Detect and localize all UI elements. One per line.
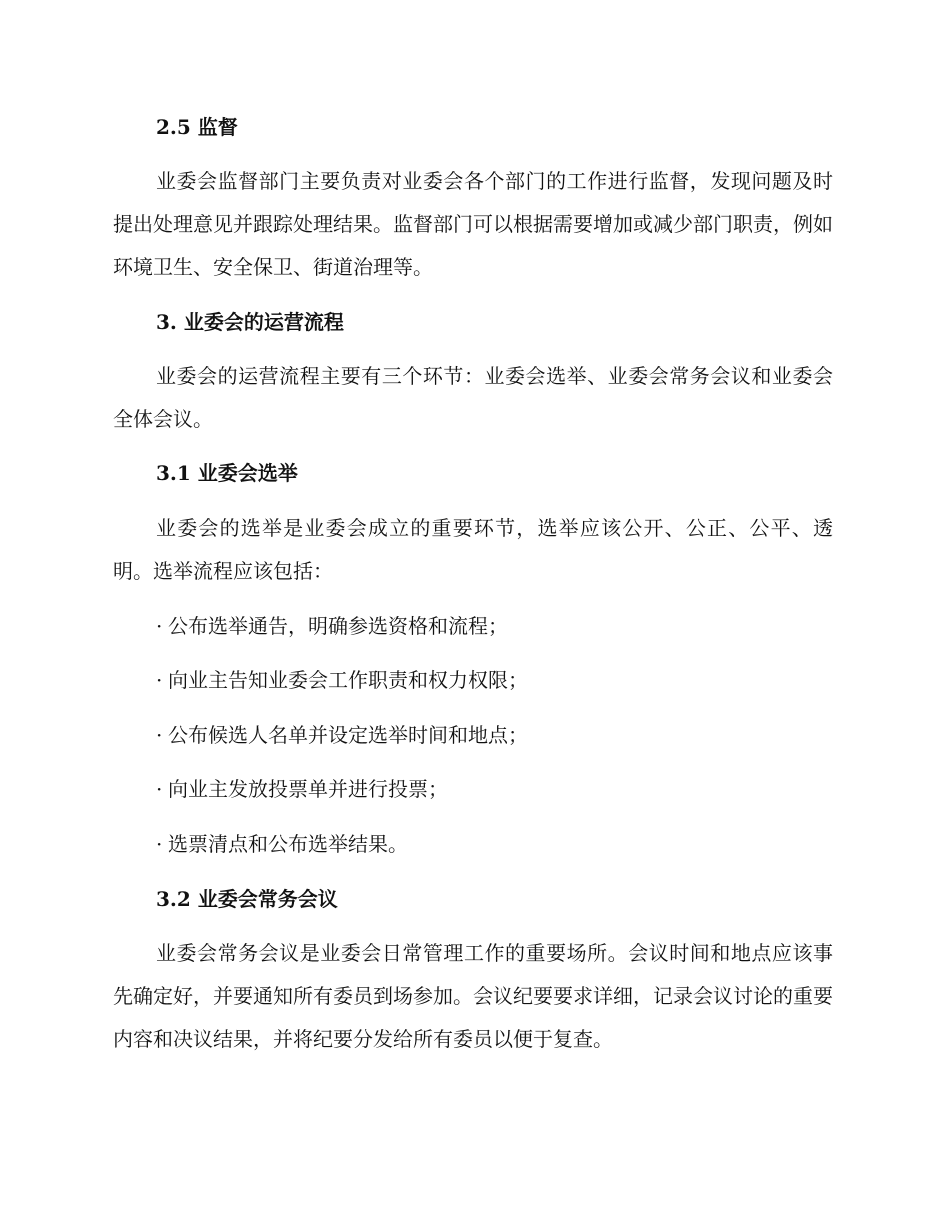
bullet-dot: · <box>156 614 163 638</box>
bullet-text: 选票清点和公布选举结果。 <box>168 832 408 856</box>
section-heading-2-5: 2.5 监督 <box>156 115 238 139</box>
section-paragraph-2-5: 业委会监督部门主要负责对业委会各个部门的工作进行监督，发现问题及时提出处理意见并跟踪处理结果。监督部门可以根据需要增加或减少部门职责，例如环境卫生、安全保卫、街道治理等。 <box>113 169 833 279</box>
section-heading-3: 3. 业委会的运营流程 <box>156 310 344 334</box>
section-heading-3-2: 3.2 业委会常务会议 <box>156 887 338 911</box>
section-paragraph-3: 业委会的运营流程主要有三个环节：业委会选举、业委会常务会议和业委会全体会议。 <box>113 364 833 431</box>
bullet-item <box>156 775 448 803</box>
bullet-text: 公布选举通告，明确参选资格和流程； <box>168 614 508 638</box>
bullet-text: 公布候选人名单并设定选举时间和地点； <box>168 723 528 747</box>
section-heading-3-1: 3.1 业委会选举 <box>156 461 298 485</box>
bullet-item <box>156 721 528 749</box>
section-paragraph-3-1: 业委会的选举是业委会成立的重要环节，选举应该公开、公正、公平、透明。选举流程应该包括： <box>113 516 833 583</box>
bullet-item <box>156 666 528 694</box>
bullet-dot: · <box>156 832 163 856</box>
bullet-dot: · <box>156 777 163 801</box>
bullet-text: 向业主发放投票单并进行投票； <box>168 777 448 801</box>
bullet-item <box>156 612 508 640</box>
bullet-dot: · <box>156 723 163 747</box>
bullet-text: 向业主告知业委会工作职责和权力权限； <box>168 668 528 692</box>
bullet-item <box>156 830 408 858</box>
bullet-dot: · <box>156 668 163 692</box>
section-paragraph-3-2: 业委会常务会议是业委会日常管理工作的重要场所。会议时间和地点应该事先确定好，并要通知所有委员到场参加。会议纪要要求详细，记录会议讨论的重要内容和决议结果，并将纪要分发给所有委员以便于复查。 <box>113 941 833 1051</box>
